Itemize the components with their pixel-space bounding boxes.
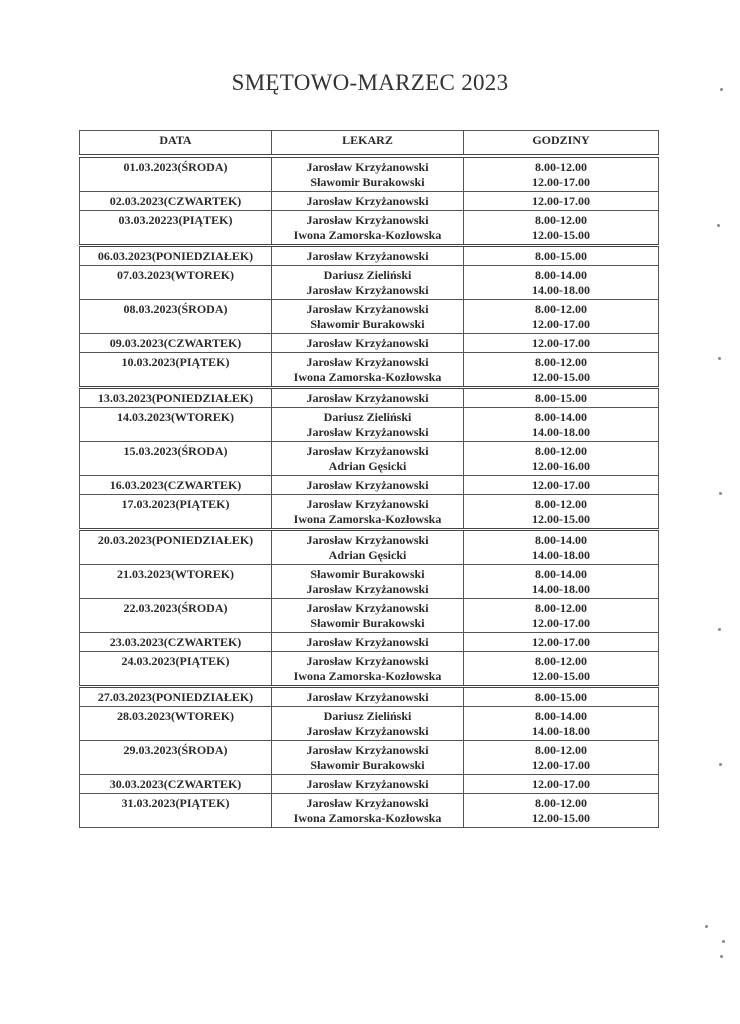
hours-range: 12.00-17.00 bbox=[532, 635, 590, 649]
doctor-cell bbox=[272, 408, 464, 442]
hours-cell bbox=[464, 741, 659, 775]
doctor-name: Dariusz Zieliński bbox=[323, 709, 412, 723]
hours-range: 14.00-18.00 bbox=[532, 582, 590, 596]
hours-cell bbox=[464, 476, 659, 495]
doctor-name: Sławomir Burakowski bbox=[310, 616, 425, 630]
hours-range: 12.00-15.00 bbox=[532, 228, 590, 242]
date-cell: 28.03.2023(WTOREK) bbox=[80, 707, 272, 741]
hours-range: 12.00-16.00 bbox=[532, 459, 590, 473]
doctor-name: Jarosław Krzyżanowski bbox=[306, 425, 429, 439]
hours-cell bbox=[464, 211, 659, 246]
doctor-name: Jarosław Krzyżanowski bbox=[306, 194, 429, 208]
doctor-name: Jarosław Krzyżanowski bbox=[306, 533, 429, 547]
doctor-cell bbox=[272, 633, 464, 652]
table-row bbox=[80, 599, 659, 633]
date-cell: 27.03.2023(PONIEDZIAŁEK) bbox=[80, 687, 272, 707]
doctor-name: Jarosław Krzyżanowski bbox=[306, 582, 429, 596]
doctor-name: Jarosław Krzyżanowski bbox=[306, 601, 429, 615]
doctor-cell bbox=[272, 741, 464, 775]
hours-cell bbox=[464, 775, 659, 794]
hours-range: 8.00-12.00 bbox=[535, 743, 587, 757]
hours-range: 8.00-12.00 bbox=[535, 444, 587, 458]
page-title: SMĘTOWO-MARZEC 2023 bbox=[231, 70, 509, 95]
hours-range: 8.00-14.00 bbox=[535, 410, 587, 424]
hours-cell bbox=[464, 794, 659, 828]
hours-range: 8.00-12.00 bbox=[535, 601, 587, 615]
date-cell: 08.03.2023(ŚRODA) bbox=[80, 300, 272, 334]
hours-range: 8.00-14.00 bbox=[535, 567, 587, 581]
doctor-name: Jarosław Krzyżanowski bbox=[306, 302, 429, 316]
doctor-name: Dariusz Zieliński bbox=[323, 268, 412, 282]
table-row bbox=[80, 633, 659, 652]
table-row bbox=[80, 652, 659, 687]
table-row bbox=[80, 495, 659, 530]
table-row bbox=[80, 334, 659, 353]
table-body bbox=[80, 156, 659, 828]
doctor-name: Jarosław Krzyżanowski bbox=[306, 160, 429, 174]
table-row bbox=[80, 775, 659, 794]
table-row bbox=[80, 687, 659, 707]
date-cell: 01.03.2023(ŚRODA) bbox=[80, 156, 272, 192]
doctor-name: Jarosław Krzyżanowski bbox=[306, 355, 429, 369]
scan-speck bbox=[705, 925, 708, 928]
date-cell: 13.03.2023(PONIEDZIAŁEK) bbox=[80, 388, 272, 408]
table-row bbox=[80, 388, 659, 408]
doctor-name: Jarosław Krzyżanowski bbox=[306, 497, 429, 511]
scan-speck bbox=[719, 492, 722, 495]
header-lekarz: LEKARZ bbox=[272, 131, 464, 157]
date-cell: 10.03.2023(PIĄTEK) bbox=[80, 353, 272, 388]
hours-cell bbox=[464, 530, 659, 565]
date-cell: 16.03.2023(CZWARTEK) bbox=[80, 476, 272, 495]
table-row bbox=[80, 353, 659, 388]
hours-cell bbox=[464, 353, 659, 388]
doctor-cell bbox=[272, 476, 464, 495]
scan-speck bbox=[722, 940, 725, 943]
date-cell: 14.03.2023(WTOREK) bbox=[80, 408, 272, 442]
hours-range: 8.00-14.00 bbox=[535, 533, 587, 547]
hours-cell bbox=[464, 266, 659, 300]
scan-speck bbox=[720, 955, 723, 958]
table-header bbox=[80, 131, 659, 157]
doctor-name: Jarosław Krzyżanowski bbox=[306, 796, 429, 810]
hours-cell bbox=[464, 687, 659, 707]
hours-cell bbox=[464, 408, 659, 442]
hours-range: 8.00-12.00 bbox=[535, 355, 587, 369]
table-row bbox=[80, 565, 659, 599]
hours-range: 14.00-18.00 bbox=[532, 425, 590, 439]
doctor-cell bbox=[272, 775, 464, 794]
table-row bbox=[80, 530, 659, 565]
hours-range: 12.00-17.00 bbox=[532, 616, 590, 630]
doctor-cell bbox=[272, 442, 464, 476]
hours-cell bbox=[464, 495, 659, 530]
table-row bbox=[80, 476, 659, 495]
date-cell: 03.03.20223(PIĄTEK) bbox=[80, 211, 272, 246]
schedule-table bbox=[79, 130, 659, 828]
doctor-cell bbox=[272, 211, 464, 246]
scan-speck bbox=[717, 224, 720, 227]
header-data: DATA bbox=[80, 131, 272, 157]
doctor-name: Sławomir Burakowski bbox=[310, 567, 425, 581]
doctor-cell bbox=[272, 652, 464, 687]
hours-range: 14.00-18.00 bbox=[532, 283, 590, 297]
date-cell: 17.03.2023(PIĄTEK) bbox=[80, 495, 272, 530]
table-row bbox=[80, 266, 659, 300]
hours-cell bbox=[464, 442, 659, 476]
doctor-name: Jarosław Krzyżanowski bbox=[306, 213, 429, 227]
scan-speck bbox=[720, 88, 723, 91]
hours-range: 12.00-15.00 bbox=[532, 811, 590, 825]
doctor-cell bbox=[272, 300, 464, 334]
hours-cell bbox=[464, 246, 659, 266]
hours-range: 12.00-15.00 bbox=[532, 669, 590, 683]
date-cell: 07.03.2023(WTOREK) bbox=[80, 266, 272, 300]
hours-range: 12.00-15.00 bbox=[532, 512, 590, 526]
hours-cell bbox=[464, 633, 659, 652]
doctor-name: Jarosław Krzyżanowski bbox=[306, 249, 429, 263]
date-cell: 29.03.2023(ŚRODA) bbox=[80, 741, 272, 775]
doctor-name: Jarosław Krzyżanowski bbox=[306, 743, 429, 757]
doctor-name: Iwona Zamorska-Kozłowska bbox=[293, 811, 442, 825]
doctor-cell bbox=[272, 156, 464, 192]
hours-range: 8.00-15.00 bbox=[535, 391, 587, 405]
hours-range: 8.00-12.00 bbox=[535, 497, 587, 511]
doctor-cell bbox=[272, 353, 464, 388]
doctor-name: Sławomir Burakowski bbox=[310, 758, 425, 772]
hours-cell bbox=[464, 192, 659, 211]
doctor-cell bbox=[272, 599, 464, 633]
header-godziny: GODZINY bbox=[464, 131, 659, 157]
hours-cell bbox=[464, 707, 659, 741]
table-row bbox=[80, 211, 659, 246]
date-cell: 15.03.2023(ŚRODA) bbox=[80, 442, 272, 476]
doctor-cell bbox=[272, 334, 464, 353]
doctor-name: Iwona Zamorska-Kozłowska bbox=[293, 228, 442, 242]
hours-range: 8.00-14.00 bbox=[535, 268, 587, 282]
table-row bbox=[80, 156, 659, 192]
hours-range: 12.00-15.00 bbox=[532, 370, 590, 384]
date-cell: 02.03.2023(CZWARTEK) bbox=[80, 192, 272, 211]
doctor-name: Jarosław Krzyżanowski bbox=[306, 654, 429, 668]
scan-speck bbox=[718, 628, 721, 631]
date-cell: 21.03.2023(WTOREK) bbox=[80, 565, 272, 599]
hours-range: 8.00-12.00 bbox=[535, 796, 587, 810]
doctor-name: Jarosław Krzyżanowski bbox=[306, 336, 429, 350]
doctor-cell bbox=[272, 495, 464, 530]
date-cell: 23.03.2023(CZWARTEK) bbox=[80, 633, 272, 652]
hours-range: 8.00-12.00 bbox=[535, 654, 587, 668]
hours-cell bbox=[464, 599, 659, 633]
hours-range: 12.00-17.00 bbox=[532, 194, 590, 208]
hours-range: 8.00-12.00 bbox=[535, 213, 587, 227]
table-row bbox=[80, 300, 659, 334]
doctor-name: Jarosław Krzyżanowski bbox=[306, 777, 429, 791]
doctor-cell bbox=[272, 388, 464, 408]
doctor-name: Jarosław Krzyżanowski bbox=[306, 724, 429, 738]
doctor-cell bbox=[272, 266, 464, 300]
doctor-name: Sławomir Burakowski bbox=[310, 317, 425, 331]
hours-range: 8.00-14.00 bbox=[535, 709, 587, 723]
table-row bbox=[80, 442, 659, 476]
doctor-name: Jarosław Krzyżanowski bbox=[306, 444, 429, 458]
hours-cell bbox=[464, 156, 659, 192]
table-row bbox=[80, 707, 659, 741]
hours-cell bbox=[464, 388, 659, 408]
date-cell: 06.03.2023(PONIEDZIAŁEK) bbox=[80, 246, 272, 266]
doctor-cell bbox=[272, 246, 464, 266]
doctor-cell bbox=[272, 794, 464, 828]
hours-range: 14.00-18.00 bbox=[532, 548, 590, 562]
doctor-name: Iwona Zamorska-Kozłowska bbox=[293, 512, 442, 526]
hours-range: 12.00-17.00 bbox=[532, 336, 590, 350]
doctor-name: Jarosław Krzyżanowski bbox=[306, 478, 429, 492]
doctor-cell bbox=[272, 687, 464, 707]
doctor-cell bbox=[272, 565, 464, 599]
doctor-name: Jarosław Krzyżanowski bbox=[306, 283, 429, 297]
date-cell: 09.03.2023(CZWARTEK) bbox=[80, 334, 272, 353]
hours-range: 8.00-12.00 bbox=[535, 160, 587, 174]
hours-cell bbox=[464, 334, 659, 353]
doctor-name: Jarosław Krzyżanowski bbox=[306, 391, 429, 405]
doctor-name: Sławomir Burakowski bbox=[310, 175, 425, 189]
hours-cell bbox=[464, 652, 659, 687]
doctor-name: Dariusz Zieliński bbox=[323, 410, 412, 424]
hours-range: 8.00-12.00 bbox=[535, 302, 587, 316]
date-cell: 22.03.2023(ŚRODA) bbox=[80, 599, 272, 633]
hours-range: 12.00-17.00 bbox=[532, 317, 590, 331]
doctor-cell bbox=[272, 707, 464, 741]
table-row bbox=[80, 408, 659, 442]
doctor-name: Adrian Gęsicki bbox=[328, 548, 407, 562]
date-cell: 24.03.2023(PIĄTEK) bbox=[80, 652, 272, 687]
date-cell: 30.03.2023(CZWARTEK) bbox=[80, 775, 272, 794]
doctor-name: Iwona Zamorska-Kozłowska bbox=[293, 669, 442, 683]
table-row bbox=[80, 741, 659, 775]
date-cell: 20.03.2023(PONIEDZIAŁEK) bbox=[80, 530, 272, 565]
hours-range: 8.00-15.00 bbox=[535, 249, 587, 263]
hours-range: 12.00-17.00 bbox=[532, 758, 590, 772]
hours-range: 12.00-17.00 bbox=[532, 175, 590, 189]
hours-range: 12.00-17.00 bbox=[532, 478, 590, 492]
doctor-name: Iwona Zamorska-Kozłowska bbox=[293, 370, 442, 384]
doctor-cell bbox=[272, 192, 464, 211]
table-row bbox=[80, 192, 659, 211]
doctor-cell bbox=[272, 530, 464, 565]
hours-range: 14.00-18.00 bbox=[532, 724, 590, 738]
doctor-name: Adrian Gęsicki bbox=[328, 459, 407, 473]
hours-range: 8.00-15.00 bbox=[535, 690, 587, 704]
hours-cell bbox=[464, 565, 659, 599]
hours-range: 12.00-17.00 bbox=[532, 777, 590, 791]
hours-cell bbox=[464, 300, 659, 334]
date-cell: 31.03.2023(PIĄTEK) bbox=[80, 794, 272, 828]
table-row bbox=[80, 246, 659, 266]
doctor-name: Jarosław Krzyżanowski bbox=[306, 635, 429, 649]
scan-speck bbox=[718, 357, 721, 360]
doctor-name: Jarosław Krzyżanowski bbox=[306, 690, 429, 704]
table-row bbox=[80, 794, 659, 828]
scan-speck bbox=[719, 763, 722, 766]
